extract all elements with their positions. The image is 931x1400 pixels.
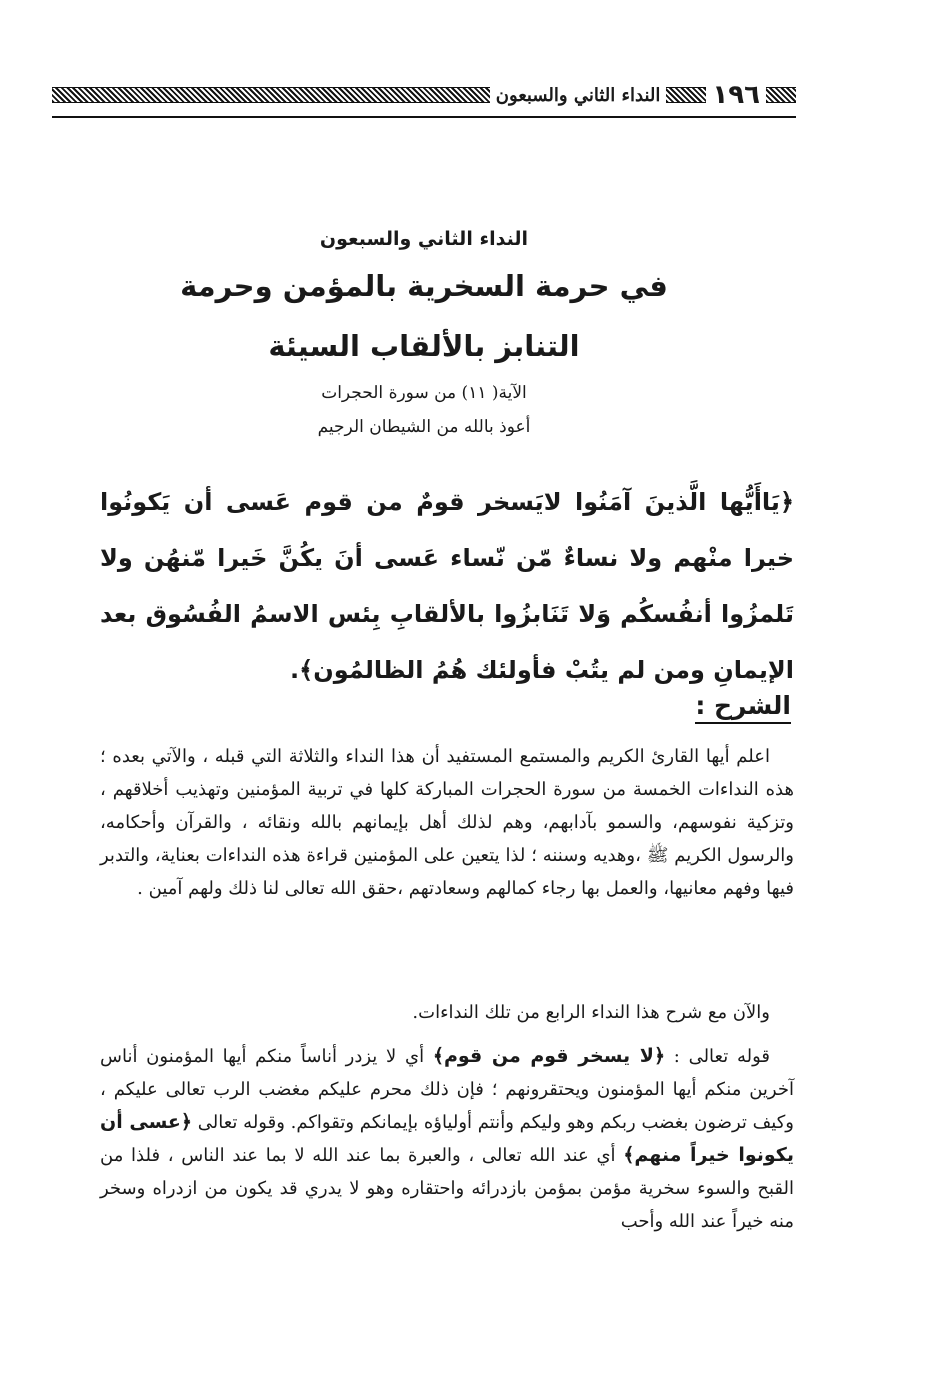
isti3adha: أعوذ بالله من الشيطان الرجيم xyxy=(317,417,531,437)
sharh-heading xyxy=(695,686,791,726)
commentary-text-b: أي لا يزدر أناساً منكم أيها المؤمنون أناس آخرين منكم أيها المؤمنون ويحتقرونهم ؛ فإن ذلك محرم عليكم مغضب الرب تعالى عليكم ، وكيف ترضون بغضب ربكم وهو وليكم وأنتم أولياؤه بإيمانكم وتقواكم. وقوله تعالى xyxy=(100,1046,794,1133)
quran-verse: ﴿يَاأَيُّها الَّذينَ آمَنُوا لايَسخر قومٌ من قوم عَسى أن يَكونُوا خيرا منْهم ولا نساءٌ مّن نّساء عَسى أنَ يكُنَّ خَيرا مّنهُن ولا تَلمزُوا أنفُسكُم وَلا تَنَابزُوا بالألقابِ بِئس الاسمُ الفُسُوق بعد الإيمانِ ومن لم يتُبْ فأولئك هُمُ الظالمُون﴾. xyxy=(100,488,794,684)
paragraph-commentary xyxy=(100,1040,794,1238)
paragraph-transition xyxy=(100,996,794,1029)
page-number: ١٩٦ xyxy=(712,80,760,110)
header-ornament-right xyxy=(766,87,796,103)
chapter-subtitle: النداء الثاني والسبعون xyxy=(319,228,529,250)
paragraph-transition-text: والآن مع شرح هذا النداء الرابع من تلك النداءات. xyxy=(412,1002,770,1023)
commentary-text-a: قوله تعالى : xyxy=(665,1046,770,1067)
paragraph-intro-text: اعلم أيها القارئ الكريم والمستمع المستفيد أن هذا النداء والثلاثة التي قبله ، والآتي بعده ؛ هذه النداءات الخمسة من سورة الحجرات المباركة كلها في تربية المؤمنين وتهذيب أخلاقهم ، وتزكية نفوسهم، والسمو بآدابهم، وهم لذلك أهل بإيمانهم بالله ونقائه ، والقرآن وأحكامه، والرسول الكريم ﷺ ،وهديه وسننه ؛ لذا يتعين على المؤمنين قراءة هذه النداءات بعناية، والتدبر فيها وفهم معانيها، والعمل بها رجاء كمالهم وسعادتهم ،حقق الله تعالى لنا ذلك ولهم آمين . xyxy=(100,746,794,899)
paragraph-intro xyxy=(100,740,794,905)
chapter-title-line1: في حرمة السخرية بالمؤمن وحرمة xyxy=(180,269,668,303)
sharh-heading-text: الشرح : xyxy=(695,691,791,724)
header-ornament-middle xyxy=(666,87,706,103)
header-rule xyxy=(52,116,796,118)
verse-reference: الآية( ١١) من سورة الحجرات xyxy=(321,383,527,403)
header-ornament-left xyxy=(52,87,490,103)
commentary-text-c: أي عند الله تعالى ، والعبرة بما عند الله لا بما عند الناس ، فلذا من القبح والسوء سخرية مؤمن بمؤمن بازدرائه واحتقاره وهو لا يدري قد يكون من ازدراه وسخر منه خيراً عند الله وأحب xyxy=(100,1145,794,1232)
quote-asa-an-yakunu: ﴿عسى أن يكونوا خيراً منهم﴾ xyxy=(100,1111,794,1166)
quote-la-yaskhar: ﴿لا يسخر قوم من قوم﴾ xyxy=(432,1045,666,1067)
title-block xyxy=(52,222,796,444)
running-title: النداء الثاني والسبعون xyxy=(495,84,661,106)
page-header xyxy=(52,80,796,110)
chapter-title-line2: التنابز بالألقاب السيئة xyxy=(268,329,580,363)
